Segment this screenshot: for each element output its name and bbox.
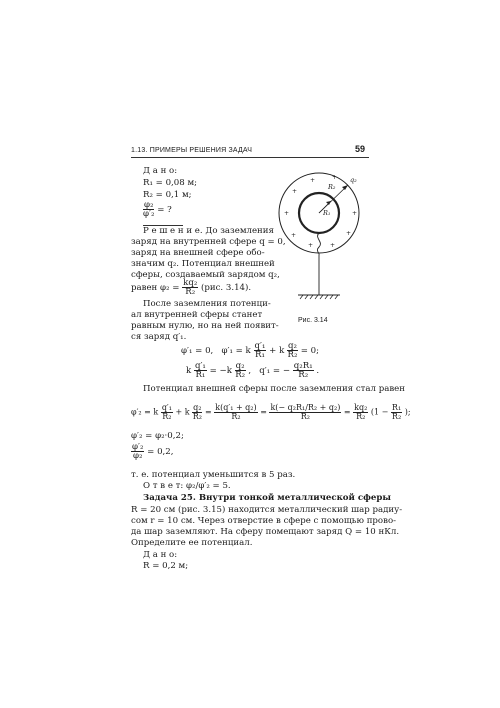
given-find-den: φ′₂ — [143, 209, 155, 219]
formula-suffix: (рис. 3.14). — [201, 283, 252, 293]
after-line-3: равным нулю, но на ней появит- — [131, 321, 279, 331]
solution-formula — [131, 279, 251, 296]
task25-line-2: R = 20 см (рис. 3.15) находится металлический шар радиу- — [131, 505, 403, 515]
big-paren: (1 − — [370, 407, 389, 417]
task25-line-5: Определите ее потенциал. — [131, 538, 253, 548]
eq2-k: k — [186, 366, 192, 376]
task25-given-r: R = 0,2 м; — [143, 561, 189, 571]
eq2-f2-den: R₂ — [235, 370, 246, 380]
svg-text:+: + — [284, 210, 290, 217]
big-f6-num: R₁ — [391, 403, 402, 412]
r2-arrowhead — [342, 185, 348, 190]
ground-wire — [317, 233, 320, 295]
big-eq3: = — [343, 407, 351, 417]
eq2-f1-den: R₁ — [195, 370, 206, 380]
given-find — [143, 201, 172, 218]
after-line-2: ал внутренней сферы станет — [131, 310, 263, 320]
figure-spheres — [270, 165, 370, 325]
big-f5-num: kq₂ — [354, 403, 368, 412]
big-end: ); — [404, 407, 411, 417]
running-header: 1.13. ПРИМЕРЫ РЕШЕНИЯ ЗАДАЧ — [131, 147, 253, 154]
svg-text:+: + — [346, 230, 352, 237]
big-f2-den: R₂ — [192, 412, 202, 421]
res2-num: φ′₂ — [132, 442, 144, 452]
formula-num: kq₂ — [183, 278, 198, 288]
r1-arrowhead — [326, 201, 331, 205]
eq2-dot: . — [316, 366, 320, 376]
task25-line-1: Задача 25. Внутри тонкой металлической сферы — [143, 493, 391, 503]
big-f4-num: k(− q₂R₁/R₂ + q₂) — [270, 403, 341, 412]
formula-prefix: равен φ₂ = — [131, 283, 180, 293]
eq1-end: = 0; — [300, 346, 320, 356]
label-q2: q₂ — [350, 176, 357, 184]
eq2-q1: q′₁ = − — [259, 366, 291, 376]
task25-given-title: Д а н о: — [143, 550, 178, 560]
svg-text:+: + — [310, 177, 316, 184]
formula-den: R₂ — [185, 287, 196, 297]
conclusion-line: т. е. потенциал уменьшится в 5 раз. — [131, 470, 296, 480]
eq1-f1-num: q′₁ — [254, 341, 266, 351]
svg-text:+: + — [291, 232, 297, 239]
big-f5-den: R₂ — [356, 412, 366, 421]
given-find-num: φ₂ — [144, 200, 154, 210]
svg-text:+: + — [332, 174, 338, 181]
eq1-f2-num: q₂ — [288, 341, 297, 351]
result-2 — [131, 443, 174, 460]
eq1-f2-den: R₂ — [287, 350, 298, 360]
big-f1-num: q′₁ — [161, 403, 172, 412]
solution-line-1: Р е ш е н и е. До заземления — [143, 226, 274, 236]
solution-line-5: сферы, создаваемый зарядом q₂, — [131, 270, 280, 280]
label-r2: R₂ — [328, 183, 336, 191]
eq2 — [186, 362, 319, 379]
big-f1-den: R₂ — [162, 412, 172, 421]
eq1 — [181, 342, 319, 359]
svg-text:+: + — [292, 188, 298, 195]
answer-line: О т в е т: φ₂/φ′₂ = 5. — [143, 481, 231, 491]
big-f4-den: R₂ — [300, 412, 311, 421]
big-f2-num: q₂ — [193, 403, 202, 412]
ground-hatch — [300, 295, 338, 299]
big-f3-num: k(q′₁ + q₂) — [215, 403, 257, 412]
big-prefix: φ′₂ = k — [131, 407, 159, 417]
line-after-eq: Потенциал внешней сферы после заземления стал равен — [143, 384, 405, 394]
eq2-f1-num: q′₁ — [194, 361, 206, 371]
svg-text:+: + — [308, 242, 314, 249]
big-formula — [131, 404, 411, 421]
big-f6-den: R₂ — [391, 412, 402, 421]
task25-line-4: да шар заземляют. На сферу помещают заряд Q = 10 нКл. — [131, 527, 400, 537]
given-find-suffix: = ? — [157, 205, 172, 215]
eq2-f2-num: q₂ — [235, 361, 245, 371]
eq2-f3-den: R₂ — [298, 370, 309, 380]
big-eq2: = — [260, 407, 267, 417]
eq1-plus: + k — [269, 346, 285, 356]
big-plus: + k — [175, 407, 190, 417]
after-line-1: После заземления потенци- — [143, 299, 271, 309]
label-r1: R₁ — [323, 209, 331, 217]
res2-val: = 0,2, — [147, 447, 174, 457]
res2-den: φ₂ — [132, 451, 143, 461]
solution-line-2: заряд на внутренней сфере q = 0, — [131, 237, 286, 247]
solution-line-4: значим q₂. Потенциал внешней — [131, 259, 275, 269]
eq1-f1-den: R₁ — [255, 350, 265, 360]
svg-text:+: + — [352, 210, 358, 217]
result-1: φ′₂ = φ₂·0,2; — [131, 431, 184, 441]
eq2-f3-num: q₂R₁ — [293, 361, 313, 371]
given-r2: R₂ = 0,1 м; — [143, 190, 192, 200]
svg-text:+: + — [330, 242, 336, 249]
solution-line-3: заряд на внешней сфере обо- — [131, 248, 265, 258]
eq2-mid: = −k — [209, 366, 232, 376]
task25-line-3: сом r = 10 см. Через отверстие в сфере с помощью прово- — [131, 516, 397, 526]
eq1-left: φ′₁ = 0, — [181, 346, 214, 356]
eq2-sep: , — [248, 366, 252, 376]
header-rule — [131, 157, 369, 158]
after-line-4: ся заряд q′₁. — [131, 332, 187, 342]
given-r1: R₁ = 0,08 м; — [143, 178, 198, 188]
page-number: 59 — [355, 144, 366, 154]
given-title: Д а н о: — [143, 166, 178, 176]
big-f3-den: R₂ — [231, 412, 241, 421]
figure-caption: Рис. 3.14 — [298, 317, 328, 324]
big-eq: = — [205, 407, 212, 417]
eq1-mid: φ′₁ = k — [221, 346, 251, 356]
